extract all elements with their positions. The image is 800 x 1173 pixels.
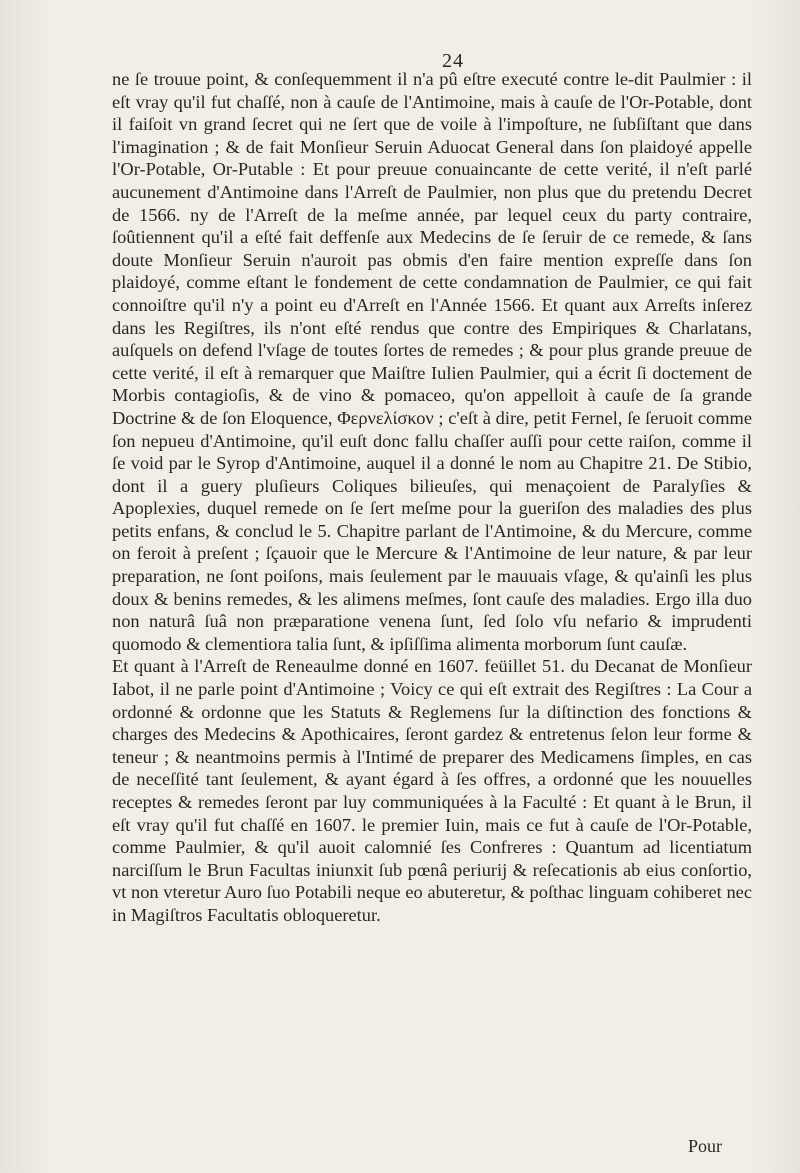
paragraph-2: Et quant à l'Arreſt de Reneaulme donné en 1607. feüillet 51. du Decanat de Monſieur Iabot, il ne parle point d'Antimoine ; Voicy ce qui eſt extrait des Regiſtres : La Cour a ordonné & ordonne que les Statuts & Reglemens ſur la diſtinction des fonctions & charges des Medecins & Apothicaires, ſeront gardez & entretenus ſelon leur forme & teneur ; & neantmoins permis à l'Intimé de preparer des Medicamens ſimples, en cas de neceſſité tant ſeulement, & ayant égard à ſes offres, a ordonné que les nouuelles receptes & remedes ſeront par luy communiquées à la Faculté : Et quant à le Brun, il eſt vray qu'il fut chaſſé en 1607. le premier Iuin, mais ce fut à cauſe de l'Or-Potable, comme Paulmier, & qu'il auoit calomnié ſes Confreres : Quantum ad licentiatum narciſſum le Brun Facultas iniunxit ſub pœnâ periurij & reſecationis ab eius conſortio, vt non vteretur Auro ſuo Potabili neque eo abuteretur, & poſthac linguam cohiberet nec in Magiſtros Facultatis obloqueretur. — [112, 656, 752, 925]
page-number: 24 — [442, 50, 464, 72]
catchword: Pour — [688, 1136, 723, 1156]
body-text — [112, 68, 752, 927]
paragraph-1: ne ſe trouue point, & conſequemment il n'a pû eſtre executé contre le-dit Paulmier : il eſt vray qu'il fut chaſſé, non à cauſe de l'Antimoine, mais à cauſe de l'Or-Potable, dont il faiſoit vn grand ſecret qui ne ſert que de voile à l'impoſture, ne ſubſiſtant que dans l'imagination ; & de fait Monſieur Seruin Aduocat General dans ſon plaidoyé appelle l'Or-Potable, Or-Putable : Et pour preuue conuaincante de cette verité, il n'eſt parlé aucunement d'Antimoine dans l'Arreſt de Paulmier, non plus que du pretendu Decret de 1566. ny de l'Arreſt de la meſme année, par lequel ceux du party contraire, ſoûtiennent qu'il a eſté fait deffenſe aux Medecins de ſe ſeruir de ce remede, & ſans doute Monſieur Seruin n'auroit pas obmis d'en faire mention expreſſe dans ſon plaidoyé, comme eſtant le fondement de cette condamnation de Paulmier, ce qui fait connoiſtre qu'il n'y a point eu d'Arreſt en l'Année 1566. Et quant aux Arreſts inſerez dans les Regiſtres, ils n'ont eſté rendus que contre des Empiriques & Charlatans, auſquels on defend l'vſage de toutes ſortes de remedes ; & pour plus grande preuue de cette verité, il eſt à remarquer que Maiſtre Iulien Paulmier, qui a écrit ſi doctement de Morbis contagioſis, & de vino & pomaceo, qu'on appelloit à cauſe de ſa grande Doctrine & de ſon Eloquence, Φερνελίσκον ; c'eſt à dire, petit Fernel, ſe ſeruoit comme ſon nepueu d'Antimoine, qu'il euſt donc fallu chaſſer auſſi pour cette raiſon, comme il ſe void par le Syrop d'Antimoine, auquel il a donné le nom au Chapitre 21. De Stibio, dont il a guery pluſieurs Coliques bilieuſes, qui menaçoient de Paralyſies & Apoplexies, duquel remede on ſe ſert meſme pour la gueriſon des maladies des plus petits enfans, & conclud le 5. Chapitre parlant de l'Antimoine, & du Mercure, comme on feroit à preſent ; ſçauoir que le Mercure & l'Antimoine de leur nature, & par leur preparation, ne ſont poiſons, mais ſeulement par le mauuais vſage, & qu'ainſi les plus doux & benins remedes, & les alimens meſmes, ſont cauſe des maladies. Ergo illa duo non naturâ ſuâ non præparatione venena ſunt, ſed ſolo vſu nefario & imprudenti quomodo & clementiora talia ſunt, & ipſiſſima alimenta morborum ſunt cauſæ. — [112, 69, 752, 654]
